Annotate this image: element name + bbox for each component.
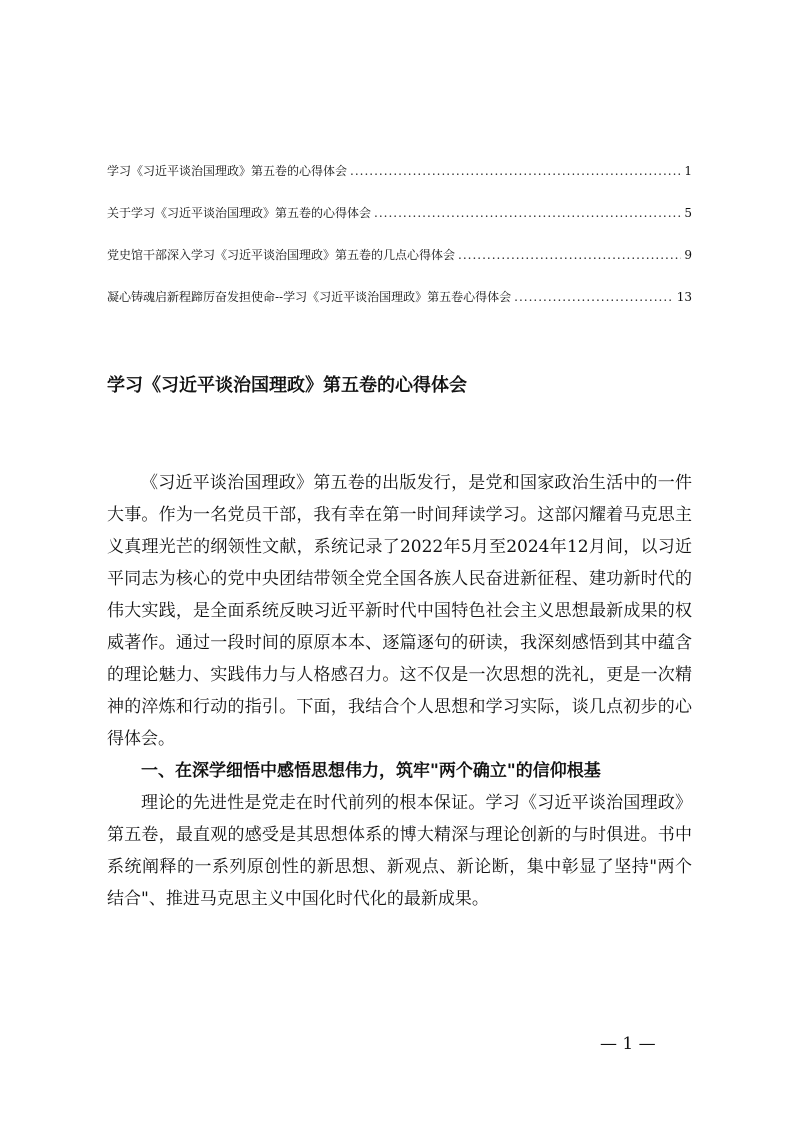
section-heading: 一、在深学细悟中感悟思想伟力，筑牢"两个确立"的信仰根基 [141,761,601,781]
intro-paragraph: 《习近平谈治国理政》第五卷的出版发行，是党和国家政治生活中的一件大事。作为一名党员干部，我有幸在第一时间拜读学习。这部闪耀着马克思主义真理光芒的纲领性文献，系统记录了2022年5月至2024年12月间，以习近平同志为核心的党中央团结带领全党全国各族人民奋进新征程、建功新时代的伟大实践，是全面系统反映习近平新时代中国特色社会主义思想最新成果的权威著作。通过一段时间的原原本本、逐篇逐句的研读，我深刻感悟到其中蕴含的理论魅力、实践伟力与人格感召力。这不仅是一次思想的洗礼，更是一次精神的淬炼和行动的指引。下面，我结合个人思想和学习实际，谈几点初步的心得体会。 [107,473,692,749]
toc-dot-leader [458,244,681,266]
page-number: — 1 — [600,1034,656,1054]
table-of-contents [107,160,692,328]
toc-entry-title: 凝心铸魂启新程蹄厉奋发担使命--学习《习近平谈治国理政》第五卷心得体会 [107,290,512,304]
document-body [107,467,692,915]
toc-entry-title: 关于学习《习近平谈治国理政》第五卷的心得体会 [107,206,372,220]
toc-entry-page: 9 [684,248,692,262]
toc-entry[interactable] [107,202,692,224]
document-title: 学习《习近平谈治国理政》第五卷的心得体会 [107,375,467,396]
toc-dot-leader [374,202,681,224]
toc-dot-leader [350,160,681,182]
toc-dot-leader [514,286,674,308]
toc-entry[interactable] [107,244,692,266]
toc-entry-page: 13 [676,290,692,304]
toc-entry-title: 党史馆干部深入学习《习近平谈治国理政》第五卷的几点心得体会 [107,248,456,262]
toc-entry-page: 1 [684,164,692,178]
toc-entry-title: 学习《习近平谈治国理政》第五卷的心得体会 [107,164,348,178]
toc-entry-page: 5 [684,206,692,220]
section-paragraph: 理论的先进性是党走在时代前列的根本保证。学习《习近平谈治国理政》第五卷，最直观的感受是其思想体系的博大精深与理论创新的与时俱进。书中系统阐释的一系列原创性的新思想、新观点、新论断，集中彰显了坚持"两个结合"、推进马克思主义中国化时代化的最新成果。 [107,793,692,909]
toc-entry[interactable] [107,160,692,182]
toc-entry[interactable] [107,286,692,308]
